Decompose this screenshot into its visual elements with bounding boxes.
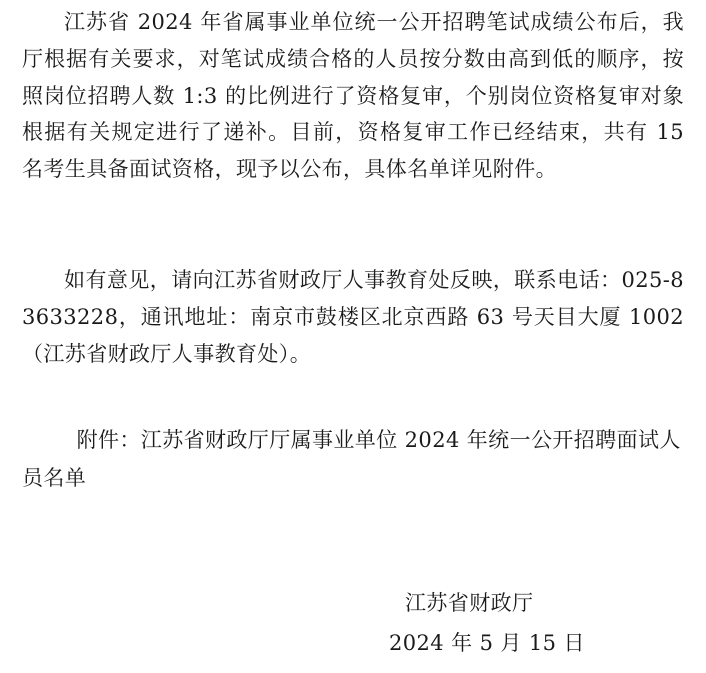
signature-date: 2024 年 5 月 15 日 bbox=[389, 631, 585, 655]
attachment-note: 附件：江苏省财政厅厅属事业单位 2024 年统一公开招聘面试人员名单 bbox=[22, 428, 681, 490]
contact-paragraph: 如有意见，请向江苏省财政厅人事教育处反映，联系电话：025-83633228，通讯地址：南京市鼓楼区北京西路 63 号天目大厦 1002（江苏省财政厅人事教育处）。 bbox=[22, 268, 684, 366]
signature-block bbox=[389, 583, 585, 663]
announcement-paragraph-1: 江苏省 2024 年省属事业单位统一公开招聘笔试成绩公布后，我厅根据有关要求，对笔试成绩合格的人员按分数由高到低的顺序，按照岗位招聘人数 1:3 的比例进行了资格复审，个别岗位资格复审对象根据有关规定进行了递补。目前，资格复审工作已经结束，共有 15 名考生具备面试资格，现予以公布，具体名单详见附件。 bbox=[22, 10, 684, 182]
signature-organization: 江苏省财政厅 bbox=[405, 591, 534, 615]
